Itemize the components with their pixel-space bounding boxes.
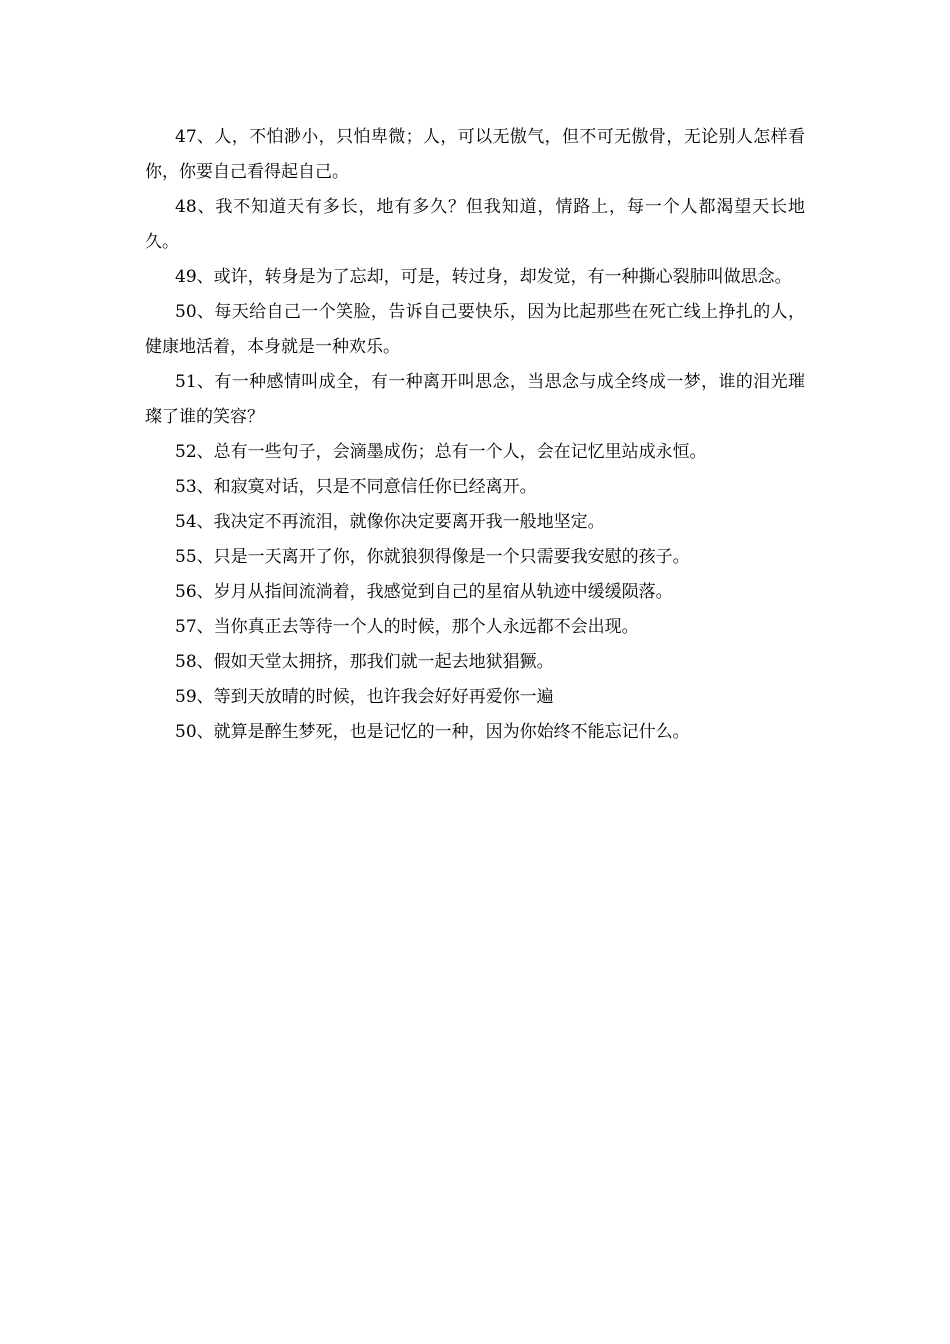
- paragraph-57: 57、当你真正去等待一个人的时候，那个人永远都不会出现。: [175, 617, 639, 637]
- paragraph-54: 54、我决定不再流泪，就像你决定要离开我一般地坚定。: [175, 512, 605, 532]
- paragraph-last: 50、就算是醉生梦死，也是记忆的一种，因为你始终不能忘记什么。: [175, 722, 690, 742]
- paragraph-56: 56、岁月从指间流淌着，我感觉到自己的星宿从轨迹中缓缓陨落。: [175, 582, 673, 602]
- paragraph-51: 51、有一种感情叫成全，有一种离开叫思念，当思念与成全终成一梦，谁的泪光璀璨了谁的笑容？: [145, 372, 805, 427]
- paragraph-59: 59、等到天放晴的时候，也许我会好好再爱你一遍: [175, 687, 554, 707]
- paragraph-47: 47、人，不怕渺小，只怕卑微；人，可以无傲气，但不可无傲骨，无论别人怎样看你，你要自己看得起自己。: [145, 127, 805, 182]
- paragraph-49: 49、或许，转身是为了忘却，可是，转过身，却发觉，有一种撕心裂肺叫做思念。: [175, 267, 792, 287]
- paragraph-53: 53、和寂寞对话，只是不同意信任你已经离开。: [175, 477, 537, 497]
- paragraph-50: 50、每天给自己一个笑脸，告诉自己要快乐，因为比起那些在死亡线上挣扎的人，健康地活着，本身就是一种欢乐。: [145, 302, 805, 357]
- paragraph-58: 58、假如天堂太拥挤，那我们就一起去地狱猖獗。: [175, 652, 554, 672]
- paragraph-48: 48、我不知道天有多长，地有多久？但我知道，情路上，每一个人都渴望天长地久。: [145, 197, 805, 252]
- paragraph-55: 55、只是一天离开了你，你就狼狈得像是一个只需要我安慰的孩子。: [175, 547, 690, 567]
- paragraph-52: 52、总有一些句子，会滴墨成伤；总有一个人，会在记忆里站成永恒。: [175, 442, 707, 462]
- document-body: [145, 120, 805, 750]
